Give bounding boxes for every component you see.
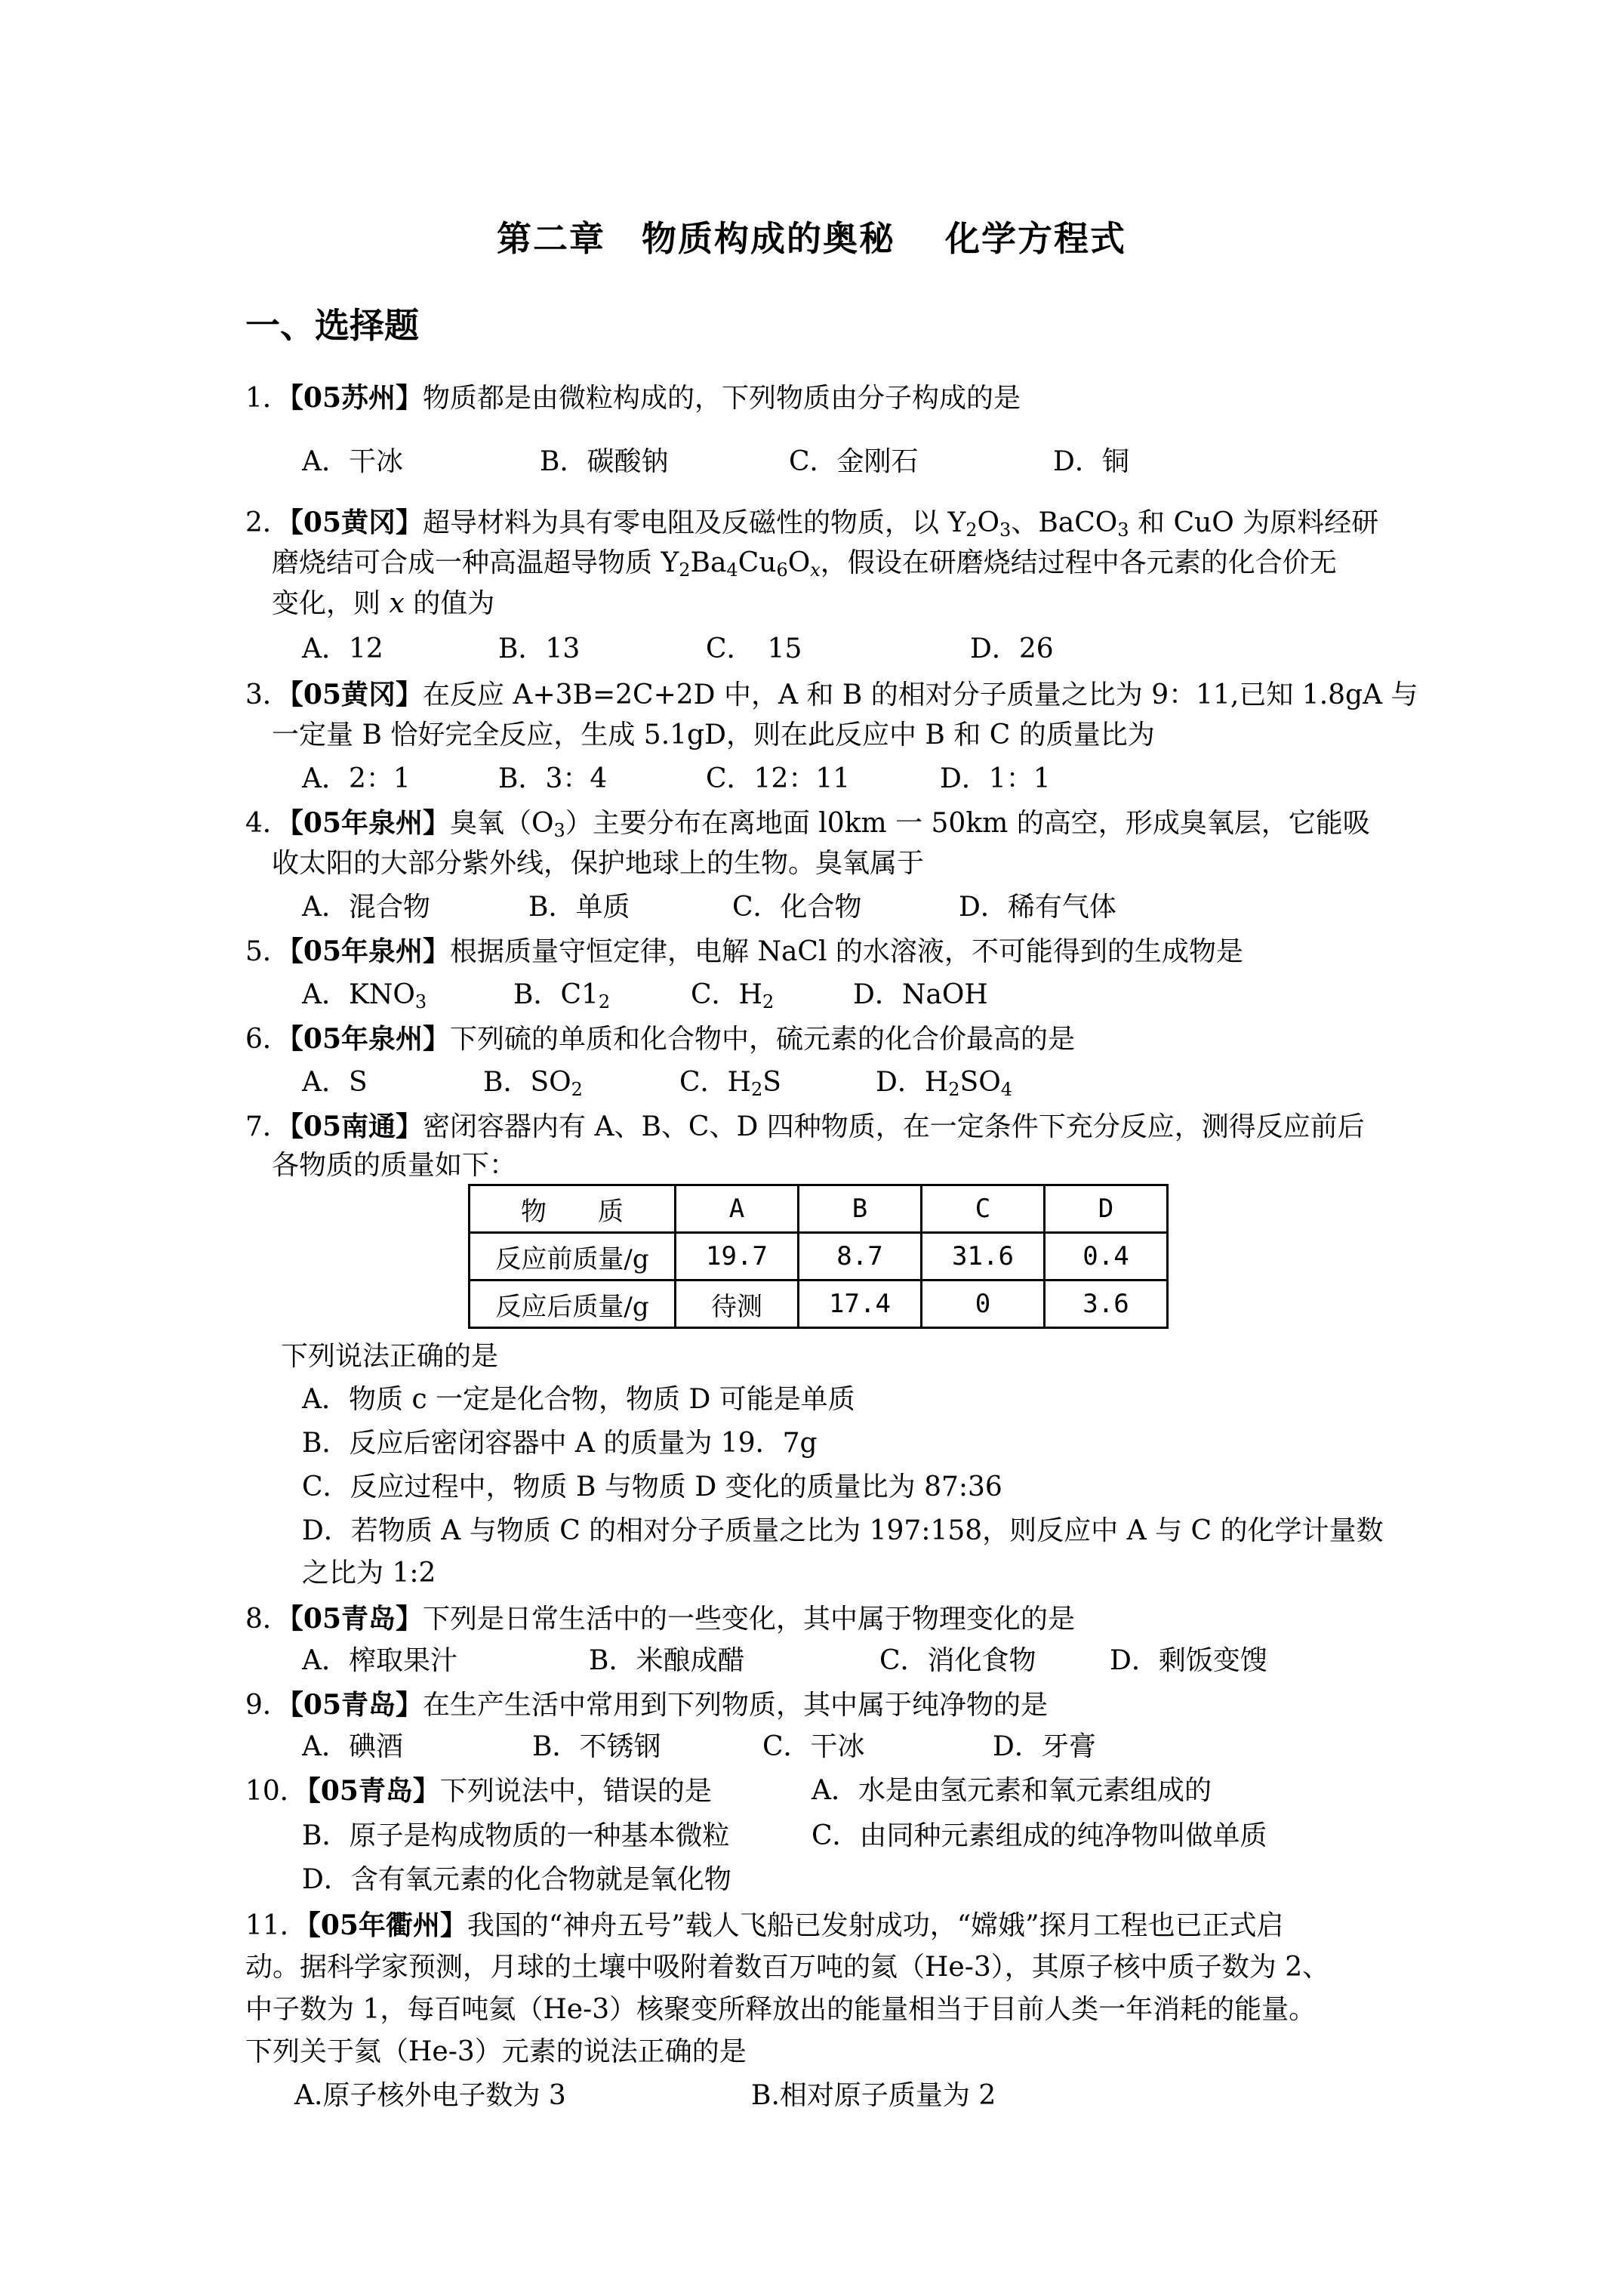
table-cell: 19.7 [676, 1233, 799, 1281]
question-7-stem-line-1 [245, 1110, 1365, 1144]
question-7-option-b: B．反应后密闭容器中 A 的质量为 19．7g [302, 1428, 818, 1459]
table-cell: 0 [922, 1281, 1045, 1328]
question-2-option-c: C． 15 [706, 633, 802, 664]
question-2-option-b: B．13 [498, 633, 581, 664]
question-number: 9． [245, 1690, 290, 1721]
question-source-tag: 【05青岛】 [306, 1775, 440, 1807]
question-source-tag: 【05苏州】 [289, 382, 423, 414]
question-9-option-b: B．不锈钢 [532, 1731, 661, 1762]
option-text: SO [959, 1067, 1001, 1098]
question-9-option-d: D．牙膏 [993, 1731, 1096, 1762]
question-text: ）主要分布在离地面 l0km 一 50km 的高空，形成臭氧层，它能吸 [565, 808, 1370, 839]
question-9-option-a: A．碘酒 [302, 1731, 403, 1762]
question-number: 8． [245, 1604, 290, 1635]
question-2-stem-line-1 [245, 506, 1378, 540]
question-text: Cu [738, 547, 777, 578]
question-3-option-c: C．12：11 [706, 763, 851, 794]
subscript: 2 [762, 991, 775, 1012]
table-cell: 0.4 [1045, 1233, 1168, 1281]
question-8-option-b: B．米酿成醋 [589, 1645, 745, 1676]
question-source-tag: 【05年衢州】 [306, 1909, 467, 1941]
question-10-option-c: C．由同种元素组成的纯净物叫做单质 [812, 1820, 1267, 1851]
subscript: 6 [776, 559, 788, 581]
question-5-option-c [691, 978, 774, 1012]
question-5-stem [245, 935, 1243, 969]
question-number: 7． [245, 1111, 290, 1142]
question-number: 11． [245, 1910, 307, 1941]
question-text: 根据质量守恒定律，电解 NaCl 的水溶液，不可能得到的生成物是 [450, 936, 1243, 967]
question-10-stem [245, 1774, 712, 1808]
question-text: 在反应 A+3B=2C+2D 中，A 和 B 的相对分子质量之比为 9：11,已知 1.8gA 与 [423, 680, 1418, 710]
question-11-stem-line-3: 中子数为 1，每百吨氦（He-3）核聚变所释放出的能量相当于目前人类一年消耗的能量。 [245, 1994, 1317, 2025]
subscript: 2 [598, 991, 611, 1012]
question-7-option-c: C．反应过程中，物质 B 与物质 D 变化的质量比为 87:36 [302, 1472, 1002, 1502]
table-row [470, 1233, 1168, 1281]
question-source-tag: 【05青岛】 [289, 1689, 423, 1721]
variable-x: x [389, 588, 405, 619]
question-2-stem-line-2 [272, 547, 1337, 580]
question-11-option-b: B.相对原子质量为 2 [751, 2080, 996, 2111]
question-7-option-a: A．物质 c 一定是化合物，物质 D 可能是单质 [302, 1384, 855, 1415]
question-10-option-a: A．水是由氢元素和氧元素组成的 [812, 1775, 1212, 1806]
subscript: 4 [1000, 1079, 1013, 1100]
question-number: 5． [245, 936, 290, 967]
subscript: 3 [999, 519, 1012, 541]
subscript: 3 [414, 991, 427, 1012]
question-number: 2． [245, 507, 290, 538]
question-text: 、BaCO [1011, 507, 1118, 538]
table-header-cell: D [1045, 1185, 1168, 1233]
subscript: 3 [553, 820, 565, 841]
question-text: 超导材料为具有零电阻及反磁性的物质，以 Y [423, 507, 966, 538]
question-source-tag: 【05南通】 [289, 1111, 423, 1142]
question-8-option-d: D．剩饭变馊 [1110, 1645, 1267, 1676]
question-6-option-b [483, 1066, 583, 1099]
table-row [470, 1281, 1168, 1328]
table-cell: 31.6 [922, 1233, 1045, 1281]
question-number: 6． [245, 1024, 290, 1055]
question-text: Ba [690, 547, 727, 578]
question-text: 下列说法中，错误的是 [439, 1776, 712, 1807]
question-text: 臭氧（O [450, 808, 554, 839]
table-cell: 3.6 [1045, 1281, 1168, 1328]
subscript: 2 [750, 1079, 763, 1100]
table-cell: 17.4 [799, 1281, 922, 1328]
question-source-tag: 【05年泉州】 [289, 807, 451, 839]
question-5-option-a [302, 978, 427, 1012]
question-11-stem-line-4: 下列关于氦（He-3）元素的说法正确的是 [245, 2036, 747, 2067]
question-source-tag: 【05年泉州】 [289, 1023, 451, 1055]
question-7-prompt: 下列说法正确的是 [281, 1341, 499, 1372]
question-number: 1． [245, 383, 290, 414]
question-6-option-a: A．S [302, 1067, 368, 1098]
question-9-option-c: C．干冰 [762, 1731, 865, 1762]
question-4-option-a: A．混合物 [302, 892, 430, 923]
table-cell: 8.7 [799, 1233, 922, 1281]
question-text: 和 CuO 为原料经研 [1129, 507, 1379, 538]
table-header-cell: A [676, 1185, 799, 1233]
question-1-stem [245, 381, 1021, 415]
question-number: 3． [245, 680, 290, 710]
question-7-option-d-line-1: D．若物质 A 与物质 C 的相对分子质量之比为 197:158，则反应中 A 与 C 的化学计量数 [302, 1515, 1384, 1546]
question-text: 变化，则 [272, 588, 390, 619]
question-text: 磨烧结可合成一种高温超导物质 Y [272, 547, 679, 578]
question-source-tag: 【05年泉州】 [289, 935, 451, 967]
question-text: O [977, 507, 1000, 538]
option-text: C．H [679, 1067, 751, 1098]
question-2-option-d: D．26 [970, 633, 1054, 664]
table-header-cell: C [922, 1185, 1045, 1233]
subscript: 2 [965, 519, 978, 541]
table-header-cell: 物 质 [470, 1185, 676, 1233]
question-text: 我国的“神舟五号”载人飞船已发射成功，“嫦娥”探月工程也已正式启 [467, 1910, 1284, 1941]
option-text: C．H [691, 979, 762, 1010]
question-5-option-d: D．NaOH [853, 979, 988, 1010]
subscript: 3 [1117, 519, 1129, 541]
question-3-option-a: A．2：1 [302, 763, 411, 794]
table-cell: 反应前质量/g [470, 1233, 676, 1281]
question-9-stem [245, 1688, 1048, 1722]
question-7-stem-line-2: 各物质的质量如下： [272, 1150, 517, 1181]
question-1-option-b: B．碳酸钠 [540, 446, 669, 477]
mass-data-table [468, 1184, 1169, 1329]
table-cell: 反应后质量/g [470, 1281, 676, 1328]
question-text: 下列硫的单质和化合物中，硫元素的化合价最高的是 [450, 1024, 1076, 1055]
question-11-stem-line-1 [245, 1909, 1284, 1943]
question-4-stem-line-2: 收太阳的大部分紫外线，保护地球上的生物。臭氧属于 [272, 848, 925, 879]
question-4-option-c: C．化合物 [732, 892, 862, 923]
subscript: 2 [948, 1079, 960, 1100]
option-text: B．C1 [513, 979, 599, 1010]
question-8-stem [245, 1602, 1075, 1636]
question-text: O [787, 547, 811, 578]
subscript: 4 [726, 559, 738, 581]
question-3-stem-line-1 [245, 678, 1418, 712]
subscript: 2 [679, 559, 691, 581]
question-10-option-d: D．含有氧元素的化合物就是氧化物 [302, 1864, 731, 1895]
question-6-option-c [679, 1066, 781, 1099]
question-2-option-a: A．12 [302, 633, 383, 664]
question-11-option-a: A.原子核外电子数为 3 [294, 2080, 566, 2111]
option-text: B．SO [483, 1067, 571, 1098]
question-11-stem-line-2: 动。据科学家预测，月球的土壤中吸附着数百万吨的氦（He-3），其原子核中质子数为 2、 [245, 1952, 1330, 1983]
question-text: 物质都是由微粒构成的，下列物质由分子构成的是 [423, 383, 1021, 414]
question-8-option-c: C．消化食物 [879, 1645, 1036, 1676]
option-text: S [762, 1067, 781, 1098]
question-4-option-b: B．单质 [528, 892, 630, 923]
section-heading: 一、选择题 [245, 305, 419, 346]
question-1-option-a: A．干冰 [302, 446, 403, 477]
question-text: 密闭容器内有 A、B、C、D 四种物质，在一定条件下充分反应，测得反应前后 [423, 1111, 1365, 1142]
subscript: 2 [571, 1079, 583, 1100]
option-text: D．H [876, 1067, 949, 1098]
question-6-stem [245, 1022, 1075, 1056]
question-8-option-a: A．榨取果汁 [302, 1645, 457, 1676]
question-7-option-d-line-2: 之比为 1:2 [302, 1558, 436, 1589]
question-1-option-c: C．金刚石 [789, 446, 919, 477]
table-header-cell: B [799, 1185, 922, 1233]
question-text: 下列是日常生活中的一些变化，其中属于物理变化的是 [423, 1604, 1076, 1635]
question-3-option-b: B．3：4 [498, 763, 608, 794]
question-source-tag: 【05青岛】 [289, 1603, 423, 1635]
question-10-option-b: B．原子是构成物质的一种基本微粒 [302, 1820, 730, 1851]
subscript: x [810, 559, 821, 581]
question-text: 在生产生活中常用到下列物质，其中属于纯净物的是 [423, 1690, 1049, 1721]
question-number: 4． [245, 808, 290, 839]
page-title: 第二章 物质构成的奥秘 化学方程式 [496, 218, 1126, 259]
table-cell: 待测 [676, 1281, 799, 1328]
table-header-row [470, 1185, 1168, 1233]
question-text: 的值为 [404, 588, 495, 619]
question-4-option-d: D．稀有气体 [959, 892, 1116, 923]
question-6-option-d [876, 1066, 1012, 1099]
question-4-stem-line-1 [245, 806, 1370, 840]
question-5-option-b [513, 978, 610, 1012]
question-3-stem-line-2: 一定量 B 恰好完全反应，生成 5.1gD，则在此反应中 B 和 C 的质量比为 [272, 720, 1155, 750]
question-3-option-d: D．1：1 [940, 763, 1051, 794]
question-number: 10． [245, 1776, 307, 1807]
question-text: ，假设在研磨烧结过程中各元素的化合价无 [820, 547, 1337, 578]
question-source-tag: 【05黄冈】 [289, 507, 423, 538]
question-source-tag: 【05黄冈】 [289, 679, 423, 710]
question-2-stem-line-3 [272, 587, 494, 621]
option-text: A．KNO [302, 979, 415, 1010]
question-1-option-d: D．铜 [1053, 446, 1129, 477]
